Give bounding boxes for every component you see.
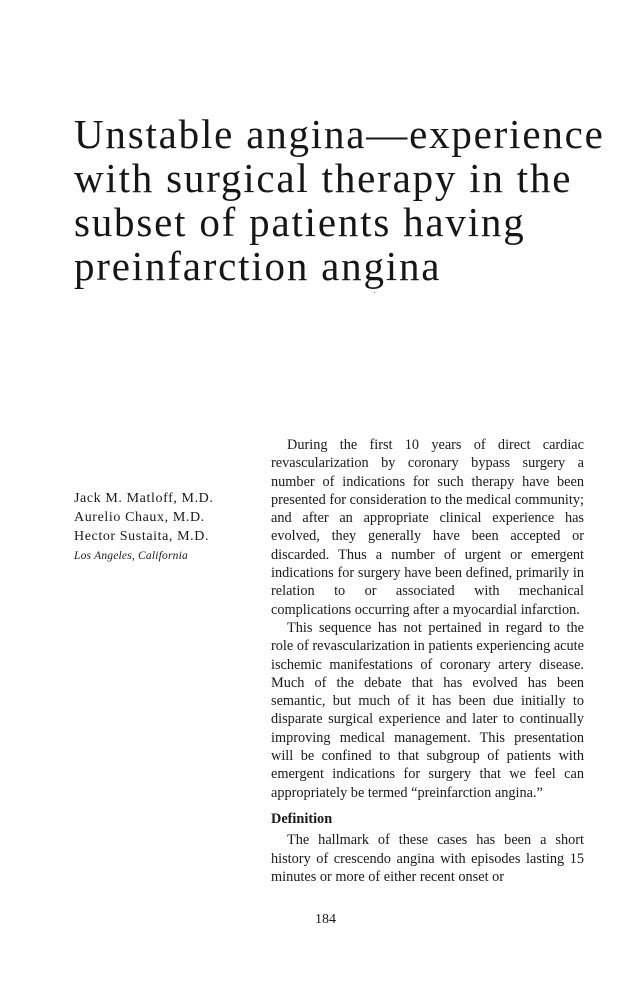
author-3: Hector Sustaita, M.D.	[74, 529, 210, 544]
author-1: Jack M. Matloff, M.D.	[74, 491, 214, 506]
paragraph-1: During the first 10 years of direct cardiac revascularization by coronary bypass surgery a number of indications for such therapy have been presented for consideration to the medical community; and after an appropriate clinical experience has evolved, they generally have been accepted or discarded. Thus a number of urgent or emergent indications for surgery have been defined, primarily in relation to or associated with mechanical complications occurring after a myocardial infarction.	[271, 437, 584, 618]
title-line-4: preinfarction angina	[74, 243, 442, 289]
title-line-1: Unstable angina—experience	[74, 111, 605, 157]
author-2: Aurelio Chaux, M.D.	[74, 510, 205, 525]
author-block	[74, 489, 254, 566]
title-line-3: subset of patients having	[74, 199, 526, 245]
paragraph-2: This sequence has not pertained in regard to the role of revascularization in patients experiencing acute ischemic manifestations of coronary artery disease. Much of the debate that has evolved has been semantic, but much of it has been due initially to disparate surgical experience and later to continually improving medical management. This presentation will be confined to that subgroup of patients with emergent indications for surgery that we feel can appropriately be termed “preinfarction angina.”	[271, 619, 584, 801]
page-number: 184	[315, 912, 336, 927]
body-column	[271, 436, 584, 886]
article-title	[74, 111, 605, 289]
definition-paragraph: The hallmark of these cases has been a short history of crescendo angina with episodes lasting 15 minutes or more of either recent onset or	[271, 832, 584, 885]
print-speck	[374, 292, 375, 293]
author-location: Los Angeles, California	[74, 550, 188, 562]
section-heading-definition: Definition	[271, 810, 333, 827]
title-line-2: with surgical therapy in the	[74, 155, 573, 201]
